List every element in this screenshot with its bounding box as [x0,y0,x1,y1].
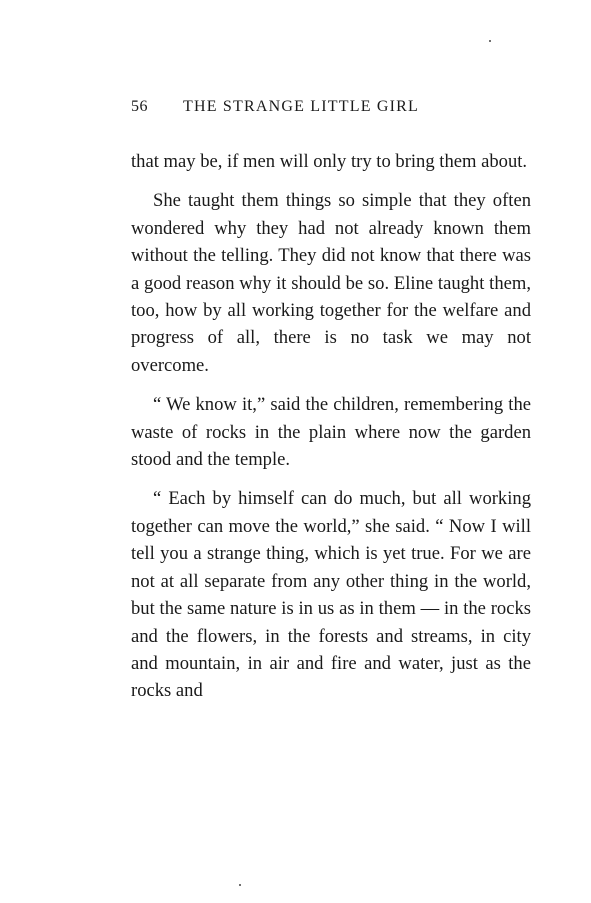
book-page [131,98,531,717]
print-speck-bottom [239,884,241,886]
body-text [131,148,531,705]
print-speck-top [489,40,491,42]
book-title: THE STRANGE LITTLE GIRL [183,98,420,115]
page-number: 56 [131,98,148,115]
paragraph-continued: that may be, if men will only try to bring them about. [131,151,528,172]
paragraph: “ Each by himself can do much, but all working together can move the world,” she said. “ Now I will tell you a strange thing, which is yet true. For we are not at all separate from any other thing in the world, but the same nature is in us as in them — in the rocks and the flowers, in the forests and streams, in city and mountain, in air and fire and water, just as the rocks and [131,488,531,702]
running-head [131,98,531,128]
paragraph: “ We know it,” said the children, remembering the waste of rocks in the plain where now the garden stood and the temple. [131,394,531,471]
paragraph: She taught them things so simple that they often wondered why they had not already known them without the telling. They did not know that there was a good reason why it should be so. Eline taught them, too, how by all working together for the welfare and progress of all, there is no task we may not overcome. [131,190,531,376]
